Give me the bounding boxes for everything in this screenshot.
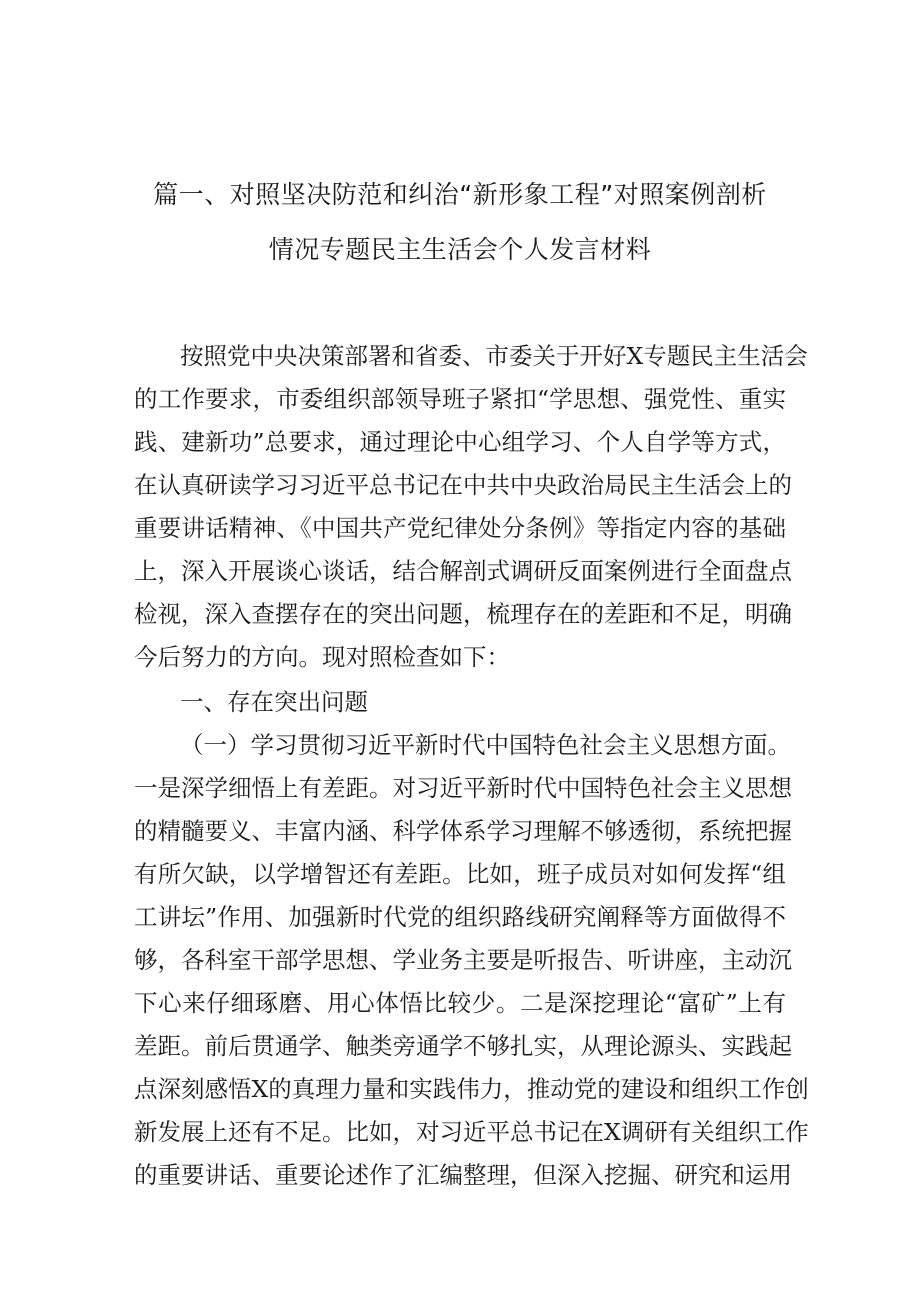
paragraph-line: 一是深学细悟上有差距。对习近平新时代中国特色社会主义思想: [134, 774, 792, 802]
document-title-line-2: 情况专题民主生活会个人发言材料: [268, 235, 652, 264]
paragraph-line: 重要讲话精神、《中国共产党纪律处分条例》等指定内容的基础: [134, 514, 786, 542]
paragraph-line: 有所欠缺，以学增智还有差距。比如，班子成员对如何发挥“组: [134, 860, 786, 888]
paragraph-line: 今后努力的方向。现对照检查如下：: [134, 643, 510, 671]
paragraph-line: 的重要讲话、重要论述作了汇编整理，但深入挖掘、研究和运用: [134, 1161, 792, 1189]
paragraph-line: 新发展上还有不足。比如，对习近平总书记在X调研有关组织工作: [134, 1118, 809, 1146]
document-title-line-1: 篇一、对照坚决防范和纠治“新形象工程”对照案例剖析: [153, 180, 767, 209]
paragraph-line: 差距。前后贯通学、触类旁通学不够扎实，从理论源头、实践起: [134, 1032, 792, 1060]
paragraph-line: 够，各科室干部学思想、学业务主要是听报告、听讲座，主动沉: [134, 946, 792, 974]
paragraph-line: 的精髓要义、丰富内涵、科学体系学习理解不够透彻，系统把握: [134, 817, 792, 845]
paragraph-line: 按照党中央决策部署和省委、市委关于开好X专题民主生活会: [180, 342, 808, 370]
paragraph-line: 的工作要求，市委组织部领导班子紧扣“学思想、强党性、重实: [134, 385, 786, 413]
paragraph-line: 工讲坛”作用、加强新时代党的组织路线研究阐释等方面做得不: [134, 903, 786, 931]
paragraph-line: 上，深入开展谈心谈话，结合解剖式调研反面案例进行全面盘点: [134, 557, 792, 585]
paragraph-line: 下心来仔细琢磨、用心体悟比较少。二是深挖理论“富矿”上有: [134, 989, 786, 1017]
section-heading: 一、存在突出问题: [180, 688, 368, 716]
paragraph-line: 检视，深入查摆存在的突出问题，梳理存在的差距和不足，明确: [134, 600, 792, 628]
paragraph-line: （一）学习贯彻习近平新时代中国特色社会主义思想方面。: [180, 731, 791, 759]
paragraph-line: 点深刻感悟X的真理力量和实践伟力，推动党的建设和组织工作创: [134, 1075, 809, 1103]
paragraph-line: 践、建新功”总要求，通过理论中心组学习、个人自学等方式，: [134, 428, 786, 456]
paragraph-line: 在认真研读学习习近平总书记在中共中央政治局民主生活会上的: [134, 471, 792, 499]
